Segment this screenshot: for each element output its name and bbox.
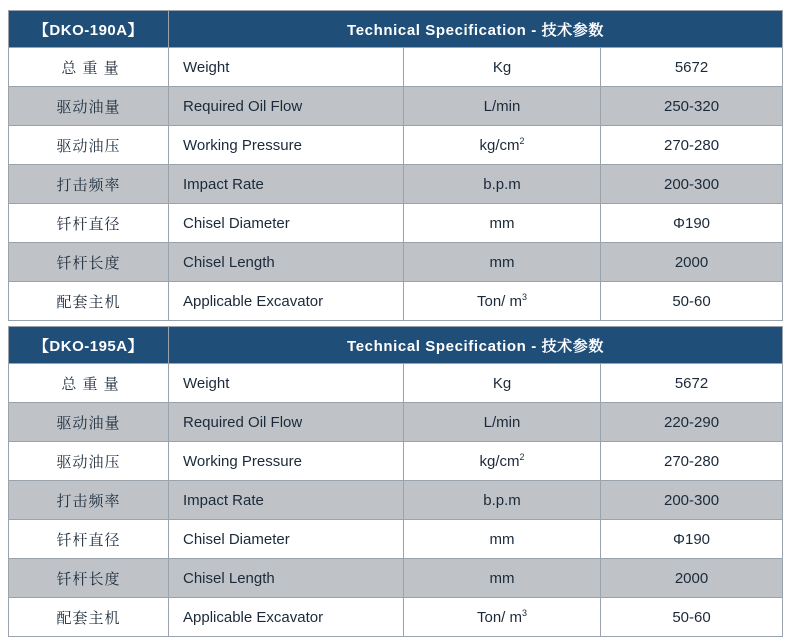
row-label-en: Required Oil Flow: [169, 87, 404, 126]
row-label-en: Impact Rate: [169, 481, 404, 520]
row-unit: mm: [404, 520, 601, 559]
row-label-en: Chisel Length: [169, 559, 404, 598]
row-label-cn: 总 重 量: [9, 48, 169, 87]
row-unit-sup: 2: [519, 452, 525, 462]
row-unit-sup: 3: [522, 292, 528, 302]
row-unit-sup: 3: [522, 608, 528, 618]
row-value: 2000: [601, 559, 783, 598]
table-row: [9, 126, 783, 165]
row-label-en: Weight: [169, 364, 404, 403]
row-label-cn: 配套主机: [9, 282, 169, 321]
row-value: 5672: [601, 48, 783, 87]
row-label-cn: 总 重 量: [9, 364, 169, 403]
row-unit: Kg: [404, 48, 601, 87]
row-unit-text: kg/cm: [479, 137, 520, 154]
row-unit-sup: 2: [519, 136, 525, 146]
row-unit: mm: [404, 243, 601, 282]
row-unit: mm: [404, 559, 601, 598]
row-value: 5672: [601, 364, 783, 403]
model-label: 【DKO-190A】: [9, 11, 169, 48]
row-label-cn: 驱动油压: [9, 126, 169, 165]
table-row: [9, 442, 783, 481]
row-unit: [404, 442, 601, 481]
row-value: 2000: [601, 243, 783, 282]
row-label-cn: 驱动油量: [9, 87, 169, 126]
table-header-row: [9, 11, 783, 48]
spec-table-195a: [8, 326, 783, 637]
table-row: [9, 598, 783, 637]
row-value: 200-300: [601, 481, 783, 520]
table-row: [9, 204, 783, 243]
row-label-en: Working Pressure: [169, 126, 404, 165]
table-row: [9, 48, 783, 87]
row-unit: Kg: [404, 364, 601, 403]
row-label-cn: 打击频率: [9, 165, 169, 204]
row-label-en: Applicable Excavator: [169, 598, 404, 637]
row-label-en: Required Oil Flow: [169, 403, 404, 442]
row-value: 50-60: [601, 282, 783, 321]
row-label-cn: 钎杆直径: [9, 520, 169, 559]
row-unit: L/min: [404, 87, 601, 126]
table-header-row: [9, 327, 783, 364]
row-unit: [404, 598, 601, 637]
row-unit: b.p.m: [404, 481, 601, 520]
row-label-cn: 钎杆长度: [9, 243, 169, 282]
table-row: [9, 282, 783, 321]
spec-table-190a: [8, 10, 783, 321]
table-title: Technical Specification - 技术参数: [169, 327, 783, 364]
row-unit: mm: [404, 204, 601, 243]
row-value: 220-290: [601, 403, 783, 442]
row-label-en: Chisel Diameter: [169, 520, 404, 559]
row-unit: [404, 282, 601, 321]
row-unit-text: Ton/ m: [476, 609, 522, 626]
row-label-en: Chisel Length: [169, 243, 404, 282]
row-value: 200-300: [601, 165, 783, 204]
table-row: [9, 559, 783, 598]
row-label-cn: 配套主机: [9, 598, 169, 637]
row-label-cn: 驱动油量: [9, 403, 169, 442]
row-value: Φ190: [601, 520, 783, 559]
row-label-en: Working Pressure: [169, 442, 404, 481]
row-label-en: Weight: [169, 48, 404, 87]
row-unit: [404, 126, 601, 165]
table-row: [9, 243, 783, 282]
table-row: [9, 403, 783, 442]
table-row: [9, 364, 783, 403]
row-label-cn: 打击频率: [9, 481, 169, 520]
row-unit-text: Ton/ m: [476, 293, 522, 310]
row-value: 270-280: [601, 126, 783, 165]
row-value: 250-320: [601, 87, 783, 126]
model-label: 【DKO-195A】: [9, 327, 169, 364]
row-label-cn: 钎杆长度: [9, 559, 169, 598]
row-value: 50-60: [601, 598, 783, 637]
table-row: [9, 520, 783, 559]
row-value: Φ190: [601, 204, 783, 243]
row-label-en: Chisel Diameter: [169, 204, 404, 243]
table-title: Technical Specification - 技术参数: [169, 11, 783, 48]
row-value: 270-280: [601, 442, 783, 481]
row-label-cn: 钎杆直径: [9, 204, 169, 243]
row-unit: b.p.m: [404, 165, 601, 204]
table-row: [9, 165, 783, 204]
row-label-cn: 驱动油压: [9, 442, 169, 481]
row-unit: L/min: [404, 403, 601, 442]
row-unit-text: kg/cm: [479, 453, 520, 470]
table-row: [9, 481, 783, 520]
row-label-en: Impact Rate: [169, 165, 404, 204]
row-label-en: Applicable Excavator: [169, 282, 404, 321]
table-row: [9, 87, 783, 126]
